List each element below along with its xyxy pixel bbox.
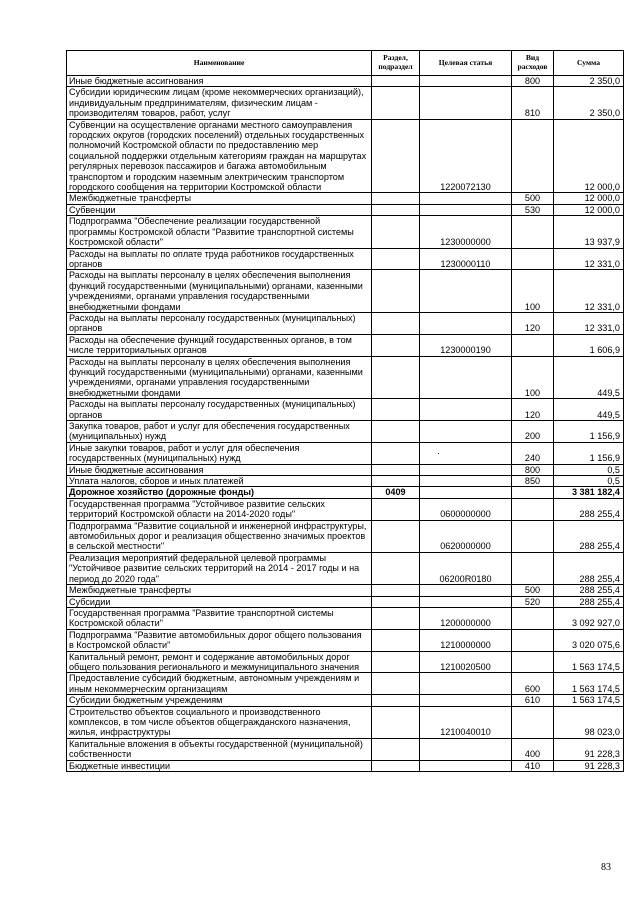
cell-type: 200 — [512, 421, 554, 443]
table-row — [67, 673, 624, 695]
cell-name: Субсидии юридическим лицам (кроме некоммерческих организаций), индивидуальным предпринимателям, физическим лицам - производителям товаров, работ, услуг — [67, 87, 372, 119]
cell-sum: 12 331,0 — [554, 270, 624, 313]
cell-type: 600 — [512, 673, 554, 695]
cell-name: Закупка товаров, работ и услуг для обеспечения государственных (муниципальных) нужд — [67, 421, 372, 443]
cell-sum: 12 331,0 — [554, 248, 624, 270]
cell-name: Капитальный ремонт, ремонт и содержание автомобильных дорог общего пользования регионального и межмуниципального значения — [67, 651, 372, 673]
cell-section — [372, 270, 420, 313]
cell-sum: 91 228,3 — [554, 738, 624, 760]
cell-sum: 13 937,9 — [554, 216, 624, 248]
table-row — [67, 334, 624, 356]
cell-type — [512, 487, 554, 498]
cell-sum: 0,5 — [554, 476, 624, 487]
cell-name: Иные закупки товаров, работ и услуг для обеспечения государственных (муниципальных) нужд — [67, 442, 372, 464]
cell-section — [372, 607, 420, 629]
cell-target — [420, 487, 512, 498]
table-row — [67, 760, 624, 771]
table-row — [67, 520, 624, 552]
cell-section — [372, 464, 420, 475]
cell-target: 1210040010 — [420, 706, 512, 738]
cell-name: Расходы на выплаты персоналу государственных (муниципальных) органов — [67, 399, 372, 421]
table-row — [67, 421, 624, 443]
cell-section — [372, 312, 420, 334]
page-number: 83 — [601, 862, 611, 873]
table-row — [67, 193, 624, 204]
cell-type: 400 — [512, 738, 554, 760]
cell-target — [420, 673, 512, 695]
cell-sum: 1 156,9 — [554, 442, 624, 464]
table-header-row — [67, 51, 624, 76]
cell-target — [420, 87, 512, 119]
cell-target — [420, 585, 512, 596]
table-row — [67, 585, 624, 596]
table-body — [67, 76, 624, 772]
cell-type — [512, 629, 554, 651]
cell-name: Расходы на обеспечение функций государственных органов, в том числе территориальных органов — [67, 334, 372, 356]
cell-target: 06200R0180 — [420, 552, 512, 584]
cell-section — [372, 87, 420, 119]
cell-type: 120 — [512, 399, 554, 421]
table-row — [67, 248, 624, 270]
cell-target — [420, 476, 512, 487]
cell-section — [372, 552, 420, 584]
cell-sum: 288 255,4 — [554, 520, 624, 552]
cell-section — [372, 119, 420, 193]
cell-type — [512, 248, 554, 270]
cell-target — [420, 596, 512, 607]
cell-name: Подпрограмма "Развитие социальной и инженерной инфраструктуры, автомобильных дорог и реализация общественно значимых проектов в сельской местности" — [67, 520, 372, 552]
cell-type: 850 — [512, 476, 554, 487]
cell-section — [372, 248, 420, 270]
table-row — [67, 487, 624, 498]
table-row — [67, 216, 624, 248]
table-row — [67, 356, 624, 399]
cell-type: 610 — [512, 695, 554, 706]
cell-type: 120 — [512, 312, 554, 334]
cell-name: Межбюджетные трансферты — [67, 193, 372, 204]
cell-name: Подпрограмма "Обеспечение реализации государственной программы Костромской области "Развитие транспортной системы Костромской области" — [67, 216, 372, 248]
cell-name: Строительство объектов социального и производственного комплексов, в том числе объектов общегражданского назначения, жилья, инфраструктуры — [67, 706, 372, 738]
cell-sum: 449,5 — [554, 399, 624, 421]
cell-section — [372, 585, 420, 596]
table-row — [67, 476, 624, 487]
cell-name: Расходы на выплаты персоналу в целях обеспечения выполнения функций государственными (муниципальными) органами, казенными учреждениями, органами управления государственными внебюджетными фондами — [67, 270, 372, 313]
cell-section — [372, 76, 420, 87]
table-row — [67, 399, 624, 421]
cell-type: 810 — [512, 87, 554, 119]
table-row — [67, 87, 624, 119]
table-row — [67, 651, 624, 673]
cell-type — [512, 706, 554, 738]
table-row — [67, 607, 624, 629]
cell-type: 100 — [512, 270, 554, 313]
cell-name: Государственная программа "Устойчивое развитие сельских территорий Костромской области на 2014-2020 годы" — [67, 498, 372, 520]
cell-sum: 288 255,4 — [554, 552, 624, 584]
cell-sum: 288 255,4 — [554, 596, 624, 607]
cell-name: Подпрограмма "Развитие автомобильных дорог общего пользования в Костромской области" — [67, 629, 372, 651]
cell-type — [512, 498, 554, 520]
cell-name: Бюджетные инвестиции — [67, 760, 372, 771]
cell-target: 0600000000 — [420, 498, 512, 520]
cell-name: Дорожное хозяйство (дорожные фонды) — [67, 487, 372, 498]
table-row — [67, 629, 624, 651]
cell-name: Иные бюджетные ассигнования — [67, 464, 372, 475]
cell-sum: 288 255,4 — [554, 498, 624, 520]
cell-target: 1230000000 — [420, 216, 512, 248]
cell-target — [420, 760, 512, 771]
cell-type: 100 — [512, 356, 554, 399]
cell-section — [372, 738, 420, 760]
cell-type: 410 — [512, 760, 554, 771]
header-name: Наименование — [67, 51, 372, 76]
cell-type — [512, 216, 554, 248]
cell-section — [372, 334, 420, 356]
cell-name: Межбюджетные трансферты — [67, 585, 372, 596]
table-row — [67, 312, 624, 334]
cell-name: Субсидии бюджетным учреждениям — [67, 695, 372, 706]
cell-section — [372, 193, 420, 204]
cell-section — [372, 421, 420, 443]
cell-type: 530 — [512, 204, 554, 215]
table-row — [67, 695, 624, 706]
cell-type — [512, 119, 554, 193]
cell-type: 520 — [512, 596, 554, 607]
cell-section — [372, 498, 420, 520]
cell-target: 1230000110 — [420, 248, 512, 270]
cell-target — [420, 76, 512, 87]
budget-table — [66, 50, 624, 772]
cell-target — [420, 738, 512, 760]
cell-name: Субвенции на осуществление органами местного самоуправления городских округов (городских поселений) отдельных государственных полномочий Костромской области по предоставлению мер социальной поддержки отдельным категориям граждан на маршрутах регулярных перевозок пассажиров и багажа автомобильным транспортом и городским наземным электрическим транспортом городского сообщения на территории Костромской области — [67, 119, 372, 193]
cell-sum: 449,5 — [554, 356, 624, 399]
cell-target — [420, 399, 512, 421]
cell-name: Субвенции — [67, 204, 372, 215]
cell-type: 500 — [512, 193, 554, 204]
cell-type: 240 — [512, 442, 554, 464]
cell-target — [420, 204, 512, 215]
cell-type — [512, 607, 554, 629]
cell-name: Капитальные вложения в объекты государственной (муниципальной) собственности — [67, 738, 372, 760]
cell-sum: 1 156,9 — [554, 421, 624, 443]
cell-target: 1220072130 — [420, 119, 512, 193]
table-row — [67, 596, 624, 607]
cell-target — [420, 464, 512, 475]
cell-name: Иные бюджетные ассигнования — [67, 76, 372, 87]
table-row — [67, 442, 624, 464]
cell-name: Реализация мероприятий федеральной целевой программы "Устойчивое развитие сельских территорий на 2014 - 2017 годы и на период до 2020 года" — [67, 552, 372, 584]
header-target: Целевая статья — [420, 51, 512, 76]
cell-sum: 3 092 927,0 — [554, 607, 624, 629]
cell-target — [420, 421, 512, 443]
cell-section — [372, 356, 420, 399]
cell-type: 800 — [512, 76, 554, 87]
cell-sum: 98 023,0 — [554, 706, 624, 738]
cell-sum: 1 563 174,5 — [554, 651, 624, 673]
table-row — [67, 552, 624, 584]
cell-type: 500 — [512, 585, 554, 596]
cell-sum: 3 381 182,4 — [554, 487, 624, 498]
cell-section — [372, 442, 420, 464]
table-row — [67, 204, 624, 215]
cell-sum: 12 000,0 — [554, 119, 624, 193]
cell-section — [372, 596, 420, 607]
cell-section — [372, 695, 420, 706]
cell-section — [372, 204, 420, 215]
cell-sum: 2 350,0 — [554, 76, 624, 87]
cell-section — [372, 706, 420, 738]
cell-target — [420, 312, 512, 334]
cell-name: Субсидии — [67, 596, 372, 607]
table-row — [67, 270, 624, 313]
table-row — [67, 119, 624, 193]
cell-sum: 12 331,0 — [554, 312, 624, 334]
cell-name: Государственная программа "Развитие транспортной системы Костромской области" — [67, 607, 372, 629]
cell-name: Расходы на выплаты персоналу в целях обеспечения выполнения функций государственными (муниципальными) органами, казенными учреждениями, органами управления государственными внебюджетными фондами — [67, 356, 372, 399]
header-section: Раздел, подраздел — [372, 51, 420, 76]
stray-mark: · — [437, 448, 440, 458]
cell-target — [420, 270, 512, 313]
header-sum: Сумма — [554, 51, 624, 76]
cell-section — [372, 476, 420, 487]
cell-sum: 1 563 174,5 — [554, 673, 624, 695]
cell-sum: 91 228,3 — [554, 760, 624, 771]
cell-target — [420, 356, 512, 399]
cell-target — [420, 695, 512, 706]
table-row — [67, 76, 624, 87]
cell-sum: 1 563 174,5 — [554, 695, 624, 706]
cell-target: 1210020500 — [420, 651, 512, 673]
cell-sum: 2 350,0 — [554, 87, 624, 119]
cell-section — [372, 399, 420, 421]
cell-sum: 0,5 — [554, 464, 624, 475]
cell-section: 0409 — [372, 487, 420, 498]
cell-name: Расходы на выплаты персоналу государственных (муниципальных) органов — [67, 312, 372, 334]
header-type: Вид расходов — [512, 51, 554, 76]
cell-target: 1230000190 — [420, 334, 512, 356]
cell-type — [512, 552, 554, 584]
cell-section — [372, 673, 420, 695]
cell-sum: 288 255,4 — [554, 585, 624, 596]
table-row — [67, 498, 624, 520]
cell-section — [372, 520, 420, 552]
cell-type — [512, 334, 554, 356]
cell-target: 0620000000 — [420, 520, 512, 552]
cell-type: 800 — [512, 464, 554, 475]
cell-section — [372, 216, 420, 248]
cell-sum: 12 000,0 — [554, 193, 624, 204]
cell-target — [420, 442, 512, 464]
cell-name: Расходы на выплаты по оплате труда работников государственных органов — [67, 248, 372, 270]
table-row — [67, 464, 624, 475]
cell-section — [372, 651, 420, 673]
table-row — [67, 706, 624, 738]
cell-sum: 1 606,9 — [554, 334, 624, 356]
cell-target — [420, 193, 512, 204]
cell-target: 1200000000 — [420, 607, 512, 629]
cell-type — [512, 651, 554, 673]
table-row — [67, 738, 624, 760]
cell-name: Предоставление субсидий бюджетным, автономным учреждениям и иным некоммерческим организациям — [67, 673, 372, 695]
cell-sum: 12 000,0 — [554, 204, 624, 215]
cell-type — [512, 520, 554, 552]
cell-sum: 3 020 075,6 — [554, 629, 624, 651]
cell-name: Уплата налогов, сборов и иных платежей — [67, 476, 372, 487]
cell-section — [372, 629, 420, 651]
cell-target: 1210000000 — [420, 629, 512, 651]
cell-section — [372, 760, 420, 771]
